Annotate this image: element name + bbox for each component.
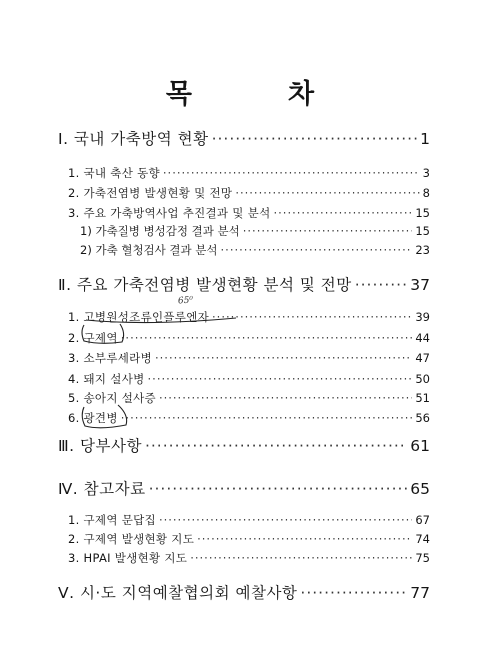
- toc-page-number: 3: [422, 166, 430, 180]
- toc-item-label: 1. 국내 축산 동향: [68, 166, 160, 180]
- toc-page-number: 15: [415, 206, 430, 220]
- toc-section-label: Ⅱ. 주요 가축전염병 발생현황 분석 및 전망: [58, 276, 352, 294]
- toc-item-label: 3. HPAI 발생현황 지도: [68, 551, 188, 565]
- title-right-char: 차: [288, 79, 315, 110]
- circle-mark: [82, 324, 124, 343]
- toc-page-number: 67: [415, 513, 430, 527]
- toc-section-label: Ⅲ. 당부사항: [58, 437, 142, 455]
- toc-page-number: 8: [422, 186, 430, 200]
- toc-section-label: Ⅴ. 시·도 지역예찰협의회 예찰사항: [58, 584, 298, 602]
- toc-item-label: 2. 구제역 발생현황 지도: [68, 532, 195, 546]
- toc-section-label: Ⅳ. 참고자료: [58, 480, 146, 498]
- toc-item-label: 5. 송아지 설사증: [68, 391, 156, 405]
- toc-item-label: 3. 소부루세라병: [68, 351, 152, 365]
- circle-mark: [82, 405, 126, 428]
- toc-item-label: 2. 가축전염병 발생현황 및 전망: [68, 186, 233, 200]
- toc-subitem-label: 2) 가축 혈청검사 결과 분석: [80, 243, 218, 257]
- underline-mark: [86, 318, 236, 323]
- toc-page-number: 1: [420, 130, 430, 148]
- title-left-char: 목: [165, 79, 192, 110]
- toc-page-number: 44: [415, 331, 430, 345]
- toc-page-number: 56: [415, 411, 430, 425]
- toc-page-number: 50: [415, 372, 430, 386]
- toc-section-label: Ⅰ. 국내 가축방역 현황: [58, 130, 209, 148]
- toc-page-number: 47: [415, 351, 430, 365]
- toc-page-number: 23: [415, 243, 430, 257]
- toc-page-number: 61: [410, 437, 430, 455]
- toc-page-number: 15: [415, 224, 430, 238]
- toc-item-label: 1. 구제역 문답집: [68, 513, 156, 527]
- toc-page-number: 75: [415, 551, 430, 565]
- toc-page-number: 74: [415, 532, 430, 546]
- toc-item-label: 2. 구제역: [68, 331, 118, 345]
- toc-item-label: 4. 돼지 설사병: [68, 372, 145, 386]
- toc-item-label: 3. 주요 가축방역사업 추진결과 및 분석: [68, 206, 271, 220]
- toc-item-label: 6. 광견병: [68, 411, 118, 425]
- toc-subitem-label: 1) 가축질병 병성감정 결과 분석: [80, 224, 240, 238]
- toc-page-number: 51: [415, 391, 430, 405]
- handwritten-note: 65⁰: [177, 295, 194, 307]
- toc-page-number: 37: [410, 276, 430, 294]
- toc-page-number: 77: [410, 584, 430, 602]
- toc-page-number: 65: [410, 480, 430, 498]
- toc-item-label: 1. 고병원성조류인플루엔자: [68, 310, 210, 324]
- toc-page-number: 39: [415, 310, 430, 324]
